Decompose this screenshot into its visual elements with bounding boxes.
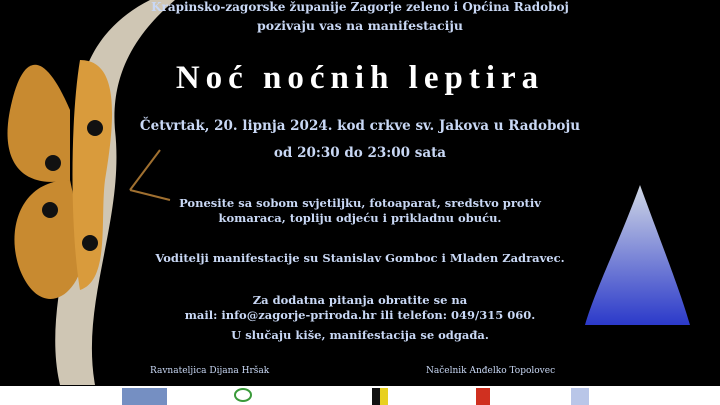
bring-text: Ponesite sa sobom svjetiljku, fotoaparat, sredstvo protiv komaraca, topliju odjeću i prikladnu obuću. bbox=[179, 196, 541, 225]
logo-birds bbox=[122, 388, 167, 405]
organizers-text: Krapinsko-zagorske županije Zagorje zeleno i Općina Radoboj bbox=[151, 0, 569, 14]
logo-zagorje-zeleno bbox=[234, 388, 252, 402]
leaders-text: Voditelji manifestacije su Stanislav Gomboc i Mladen Zadravec. bbox=[155, 251, 565, 265]
logo-coat-of-arms bbox=[372, 388, 388, 405]
logo-radoboj bbox=[476, 388, 490, 405]
signature-right: Načelnik Anđelko Topolovec bbox=[426, 366, 556, 376]
questions-contact: mail: info@zagorje-priroda.hr ili telefon: 049/315 060. bbox=[184, 308, 536, 322]
questions-text bbox=[0, 293, 720, 323]
signature-left: Ravnateljica Dijana Hršak bbox=[150, 366, 270, 376]
time-text: od 20:30 do 23:00 sata bbox=[273, 145, 447, 161]
event-title: Noć noćnih leptira bbox=[175, 60, 545, 96]
rain-notice: U slučaju kiše, manifestacija se odgađa. bbox=[231, 328, 489, 342]
questions-line1: Za dodatna pitanja obratite se na bbox=[252, 293, 468, 307]
invite-text: pozivaju vas na manifestaciju bbox=[257, 18, 463, 33]
date-place-text: Četvrtak, 20. lipnja 2024. kod crkve sv. Jakova u Radoboju bbox=[139, 118, 581, 134]
logo-other bbox=[571, 388, 589, 405]
logo-bar bbox=[0, 386, 720, 405]
